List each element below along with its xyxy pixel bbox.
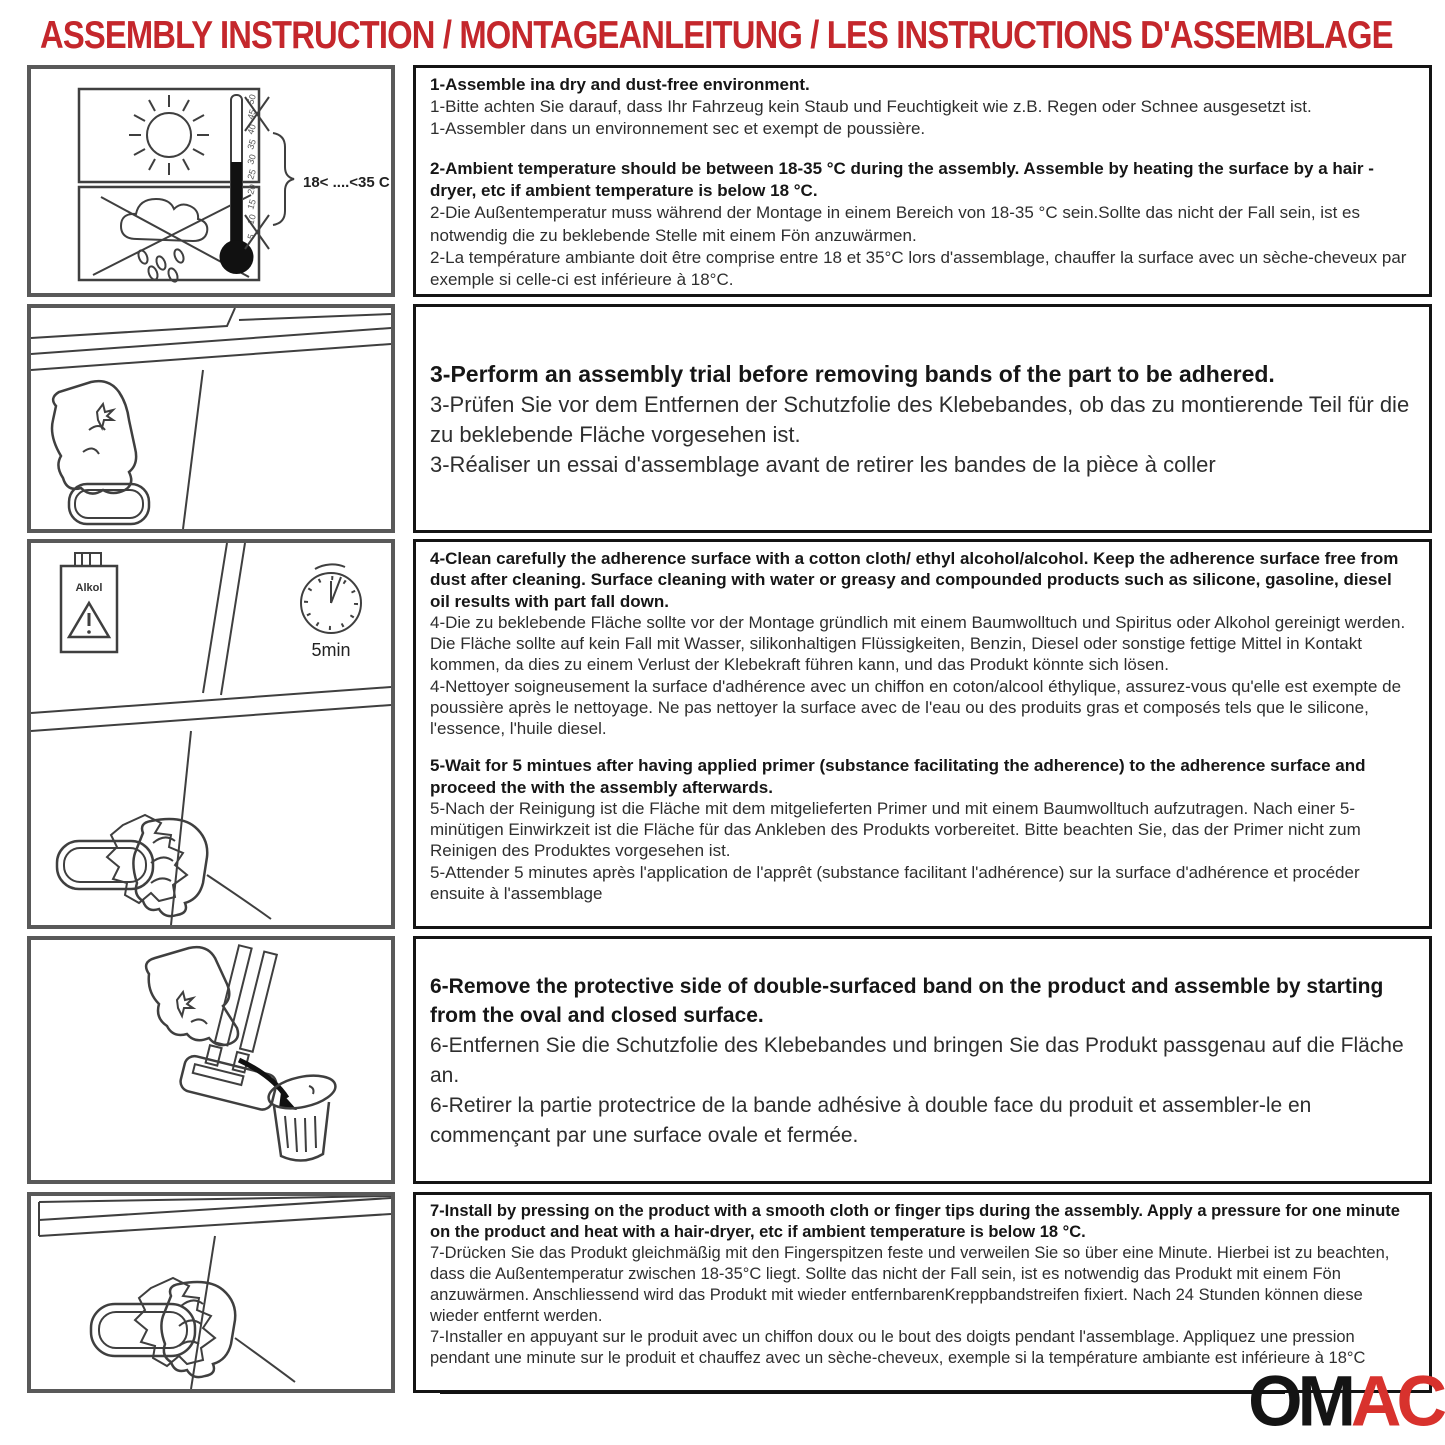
door-panel-drawing [31, 308, 391, 529]
step1-fr: 1-Assembler dans un environnement sec et exempt de poussière. [430, 119, 926, 139]
press-illustration [31, 1196, 391, 1389]
page-title: ASSEMBLY INSTRUCTION / MONTAGEANLEITUNG / LES INSTRUCTIONS D'ASSEMBLAGE [40, 14, 1393, 57]
svg-text:40: 40 [245, 123, 258, 136]
step2-de: 2-Die Außentemperatur muss während der Montage in einem Bereich von 18-35 °C sein.Sollte das nicht der Fall sein, ist es notwendig die zu beklebende Stelle mit einem Fön anzuwärmen. [430, 203, 1360, 245]
row-environment [27, 65, 1432, 297]
figure-peel-band [27, 936, 395, 1184]
step6-de: 6-Entfernen Sie die Schutzfolie des Klebebandes und bringen Sie das Produkt passgenau auf die Fläche an. [430, 1034, 1404, 1087]
svg-text:35: 35 [245, 138, 258, 151]
logo-text-black: OM [1248, 1361, 1351, 1441]
svg-text:25: 25 [245, 168, 258, 181]
row-clean-and-primer [27, 539, 1432, 929]
step3-de: 3-Prüfen Sie vor dem Entfernen der Schutzfolie des Klebebandes, ob das zu montierende Teil für die zu beklebende Fläche vorgesehen ist. [430, 392, 1410, 448]
step7-en: 7-Install by pressing on the product with a smooth cloth or finger tips during the assembly. Apply a pressure for one minute on the product and heat with a hair-dryer, etc if ambient temperature is below 18 °C. [430, 1202, 1400, 1241]
step5-fr: 5-Attender 5 minutes après l'application de l'apprêt (substance facilitant l'adhérence) sur la surface d'adhérence et procéder ensuite à l'assemblage [430, 862, 1360, 903]
svg-text:10: 10 [245, 213, 258, 226]
step7-de: 7-Drücken Sie das Produkt gleichmäßig mit den Fingerspitzen feste und verweilen Sie so über eine Minute. Hierbei ist zu beachten, dass die Außentemperatur zwischen 18-35°C liegt. Sollte das nicht der Fall sein, ist es notwendig das Produkt mit einem Fön anzuwärmen. Anschliessend wird das Produkt mit wieder entfernbarenKreppbandstreifen fixiert. Nach 24 Stunden können diese wieder entfernt werden. [430, 1243, 1390, 1325]
climate-illustration [31, 69, 391, 293]
step4-fr: 4-Nettoyer soigneusement la surface d'adhérence avec un chiffon en coton/alcool éthylique, assurez-vous qu'elle est exempte de poussière après le nettoyage. Ne pas nettoyer la surface avec de l'eau ou des produits gras et composés tels que le silicone, l'essence, l'huile diesel. [430, 676, 1402, 738]
footer-divider [440, 1391, 1285, 1394]
instruction-text-4-5 [413, 539, 1432, 929]
step1-en: 1-Assemble ina dry and dust-free environment. [430, 75, 810, 94]
alcohol-bottle-icon [61, 553, 117, 652]
door-panel-drawing [39, 1196, 391, 1389]
svg-text:20: 20 [245, 183, 258, 196]
cloth-icon [135, 1278, 215, 1366]
trial-illustration [31, 308, 391, 529]
figure-cleaning [27, 539, 395, 929]
instruction-rows [27, 65, 1432, 1393]
step2-fr: 2-La température ambiante doit être comprise entre 18 et 35°C lors d'assemblage, chauffer la surface avec un sèche-cheveux par exemple si celle-ci est inférieure à 18°C. [430, 247, 1407, 289]
row-trial [27, 304, 1432, 533]
oval-part-icon [57, 841, 153, 889]
svg-text:15: 15 [245, 198, 258, 211]
range-brace [273, 133, 294, 225]
clock-label: 5min [311, 640, 351, 660]
temp-range-label: 18< ....<35 C [303, 174, 390, 191]
instruction-text-1-2 [413, 65, 1432, 297]
thermometer-icon [220, 93, 390, 274]
step6-en: 6-Remove the protective side of double-surfaced band on the product and assemble by starting from the oval and closed surface. [430, 974, 1384, 1028]
step3-fr: 3-Réaliser un essai d'assemblage avant de retirer les bandes de la pièce à coller [430, 451, 1216, 477]
svg-text:45: 45 [245, 108, 258, 121]
instruction-text-3 [413, 304, 1432, 533]
svg-text:50: 50 [245, 93, 258, 106]
door-panel-drawing [31, 543, 391, 925]
svg-text:30: 30 [245, 153, 258, 166]
warning-triangle-icon [69, 603, 109, 637]
row-remove-band [27, 936, 1432, 1184]
omac-logo [1248, 1361, 1442, 1441]
step6-fr: 6-Retirer la partie protectrice de la bande adhésive à double face du produit et assembler-le en commençant par une surface ovale et fermée. [430, 1093, 1312, 1147]
hand-icon [161, 1282, 295, 1382]
step5-de: 5-Nach der Reinigung ist die Fläche mit dem mitgelieferten Primer und mit einem Baumwolltuch aufzutragen. Nach einer 5-minütigen Einwirkzeit ist die Fläche für das Ankleben des Produkts vorbereitet. Bitte beachten Sie, das der Primer nicht zum Reinigen des Produktes vorgesehen ist. [430, 798, 1361, 861]
step4-en: 4-Clean carefully the adherence surface with a cotton cloth/ ethyl alcohol/alcohol. Keep the adherence surface free from dust after cleaning. Surface cleaning with water or greasy and compounded products such as silicone, gasoline, diesel oil results with part fall down. [430, 549, 1399, 611]
instruction-text-6 [413, 936, 1432, 1184]
svg-text:5: 5 [245, 232, 257, 241]
clock-icon [301, 564, 361, 660]
row-press-install [27, 1192, 1432, 1393]
step4-de: 4-Die zu beklebende Fläche sollte vor der Montage gründlich mit einem Baumwolltuch und Spiritus oder Alkohol gereinigt werden. Die Fläche sollte auf kein Fall mit Wasser, silikonhaltigen Flüssigkeiten, Benzin, Diesel oder sonstige fettige Mittel in Kontakt kommen, da dies zu einem Verlust der Klebekraft führen kann, und das Produkt könnte sich lösen. [430, 612, 1406, 675]
step1-de: 1-Bitte achten Sie darauf, dass Ihr Fahrzeug kein Staub und Feuchtigkeit wie z.B. Regen oder Schnee ausgesetzt ist. [430, 97, 1312, 117]
figure-climate-conditions [27, 65, 395, 297]
figure-press [27, 1192, 395, 1393]
figure-assembly-trial [27, 304, 395, 533]
logo-text-red: AC [1350, 1361, 1442, 1441]
hand-icon [52, 381, 136, 493]
cleaning-illustration [31, 543, 391, 925]
arrow-icon [239, 1060, 297, 1110]
step5-en: 5-Wait for 5 mintues after having applied primer (substance facilitating the adherence) to the adherence surface and proceed the with the assembly afterwards. [430, 756, 1366, 797]
hand-icon [146, 947, 238, 1045]
peel-illustration [31, 940, 391, 1180]
step2-en: 2-Ambient temperature should be between 18-35 °C during the assembly. Assemble by heating the surface by a hair -dryer, etc if ambient temperature is below 18 °C. [430, 159, 1374, 201]
oval-part-icon [69, 484, 149, 524]
step3-en: 3-Perform an assembly trial before removing bands of the part to be adhered. [430, 361, 1275, 388]
step7-fr: 7-Installer en appuyant sur le produit avec un chiffon doux ou le bout des doigts pendant l'assemblage. Appliquez une pression pendant une minute sur le produit et chauffez avec un sèche-cheveux, exemple si la température ambiante est inférieure à 18°C [430, 1327, 1366, 1367]
adhesive-strips-icon [178, 940, 306, 1112]
bottle-label: Alkol [75, 582, 103, 594]
